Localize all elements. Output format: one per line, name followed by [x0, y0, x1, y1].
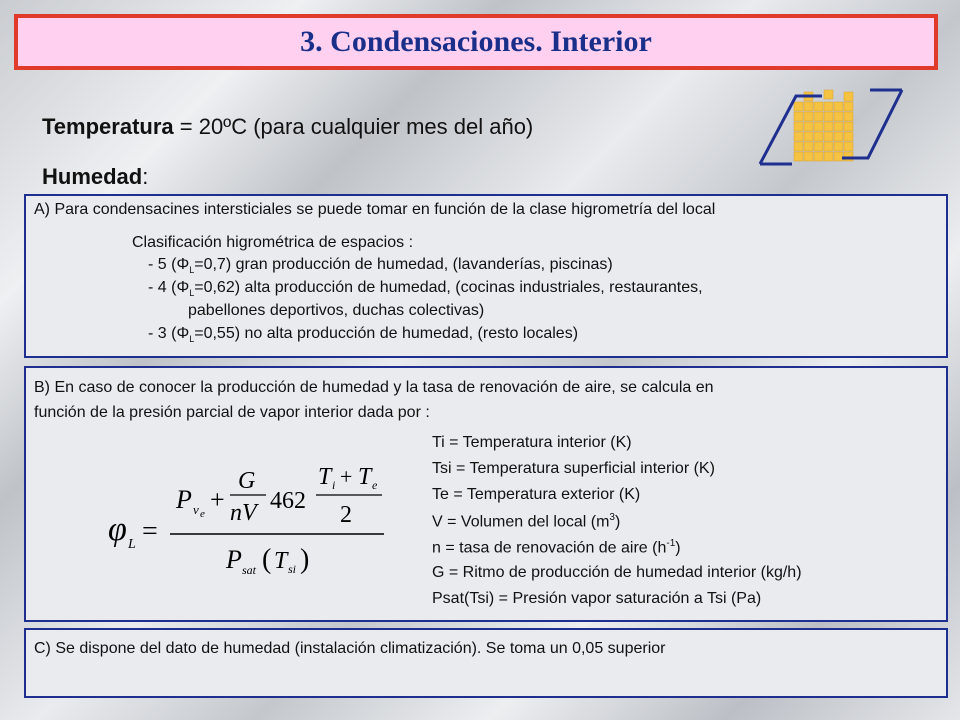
- svg-text:T: T: [274, 548, 288, 574]
- temperature-text: = 20ºC (para cualquier mes del año): [173, 114, 534, 139]
- svg-text:P: P: [226, 545, 242, 574]
- svg-text:G: G: [238, 468, 256, 494]
- class-item-continuation: pabellones deportivos, duchas colectivas): [188, 302, 485, 319]
- temperature-label: Temperatura: [42, 114, 174, 139]
- box-b-line-2: función de la presión parcial de vapor interior dada por :: [34, 404, 430, 421]
- logo-icon: [752, 82, 912, 172]
- svg-text:462: 462: [270, 488, 306, 514]
- box-b: [24, 366, 948, 622]
- page-title: 3. Condensaciones. Interior: [300, 25, 652, 58]
- legend-item: Ti = Temperatura interior (K): [432, 434, 632, 451]
- legend-item: G = Ritmo de producción de humedad interior (kg/h): [432, 564, 802, 581]
- svg-text:T: T: [358, 464, 372, 490]
- humidity-label: Humedad: [42, 164, 143, 189]
- svg-text:=: =: [142, 516, 158, 547]
- box-a-intro: A) Para condensacines intersticiales se puede tomar en función de la clase higrometría del local: [34, 201, 716, 218]
- box-c: [24, 628, 948, 698]
- svg-text:si: si: [288, 562, 297, 576]
- class-item: - 3 $(\Phi_L=0,55)$ no alta producción de humedad, (resto locales): [148, 325, 579, 345]
- title-banner: [14, 14, 938, 70]
- box-c-text: C) Se dispone del dato de humedad (instalación climatización). Se toma un 0,05 superior: [34, 640, 666, 657]
- classification-title: Clasificación higrométrica de espacios :: [132, 234, 414, 251]
- svg-text:T: T: [318, 464, 332, 490]
- svg-text:2: 2: [340, 502, 352, 528]
- legend-item: n = tasa de renovación de aire $(h^{-1})$: [432, 538, 681, 557]
- humidity-line: [42, 164, 148, 190]
- legend-item: Tsi = Temperatura superficial interior (K): [432, 460, 715, 477]
- humidity-formula: [104, 458, 394, 578]
- svg-text:i: i: [332, 478, 336, 492]
- temperature-line: [42, 114, 533, 140]
- legend-item: Te = Temperatura exterior (K): [432, 486, 641, 503]
- class-item: - 4 $(\Phi_L=0,62)$ alta producción de humedad, (cocinas industriales, restaurantes,: [148, 279, 703, 299]
- svg-text:sat: sat: [242, 563, 257, 577]
- svg-text:): ): [300, 544, 310, 575]
- svg-text:e: e: [200, 508, 205, 520]
- class-item: - 5 $(\Phi_L=0,7)$ gran producción de humedad, (lavanderías, piscinas): [148, 256, 613, 276]
- humidity-colon: :: [142, 164, 149, 189]
- svg-text:(: (: [262, 544, 272, 575]
- legend-item: V = Volumen del local $(m^3)$: [432, 512, 621, 531]
- svg-text:e: e: [372, 478, 378, 492]
- svg-text:φ: φ: [108, 511, 127, 548]
- svg-text:L: L: [128, 537, 136, 552]
- legend-item: Psat(Tsi) = Presión vapor saturación a Tsi (Pa): [432, 590, 762, 607]
- box-b-line-1: B) En caso de conocer la producción de humedad y la tasa de renovación de aire, se calcula en: [34, 379, 714, 396]
- svg-text:P: P: [176, 485, 192, 514]
- box-a: [24, 194, 948, 358]
- svg-text:+: +: [340, 464, 353, 489]
- svg-text:+: +: [210, 485, 225, 514]
- svg-text:v: v: [193, 502, 199, 517]
- svg-text:nV: nV: [230, 500, 257, 526]
